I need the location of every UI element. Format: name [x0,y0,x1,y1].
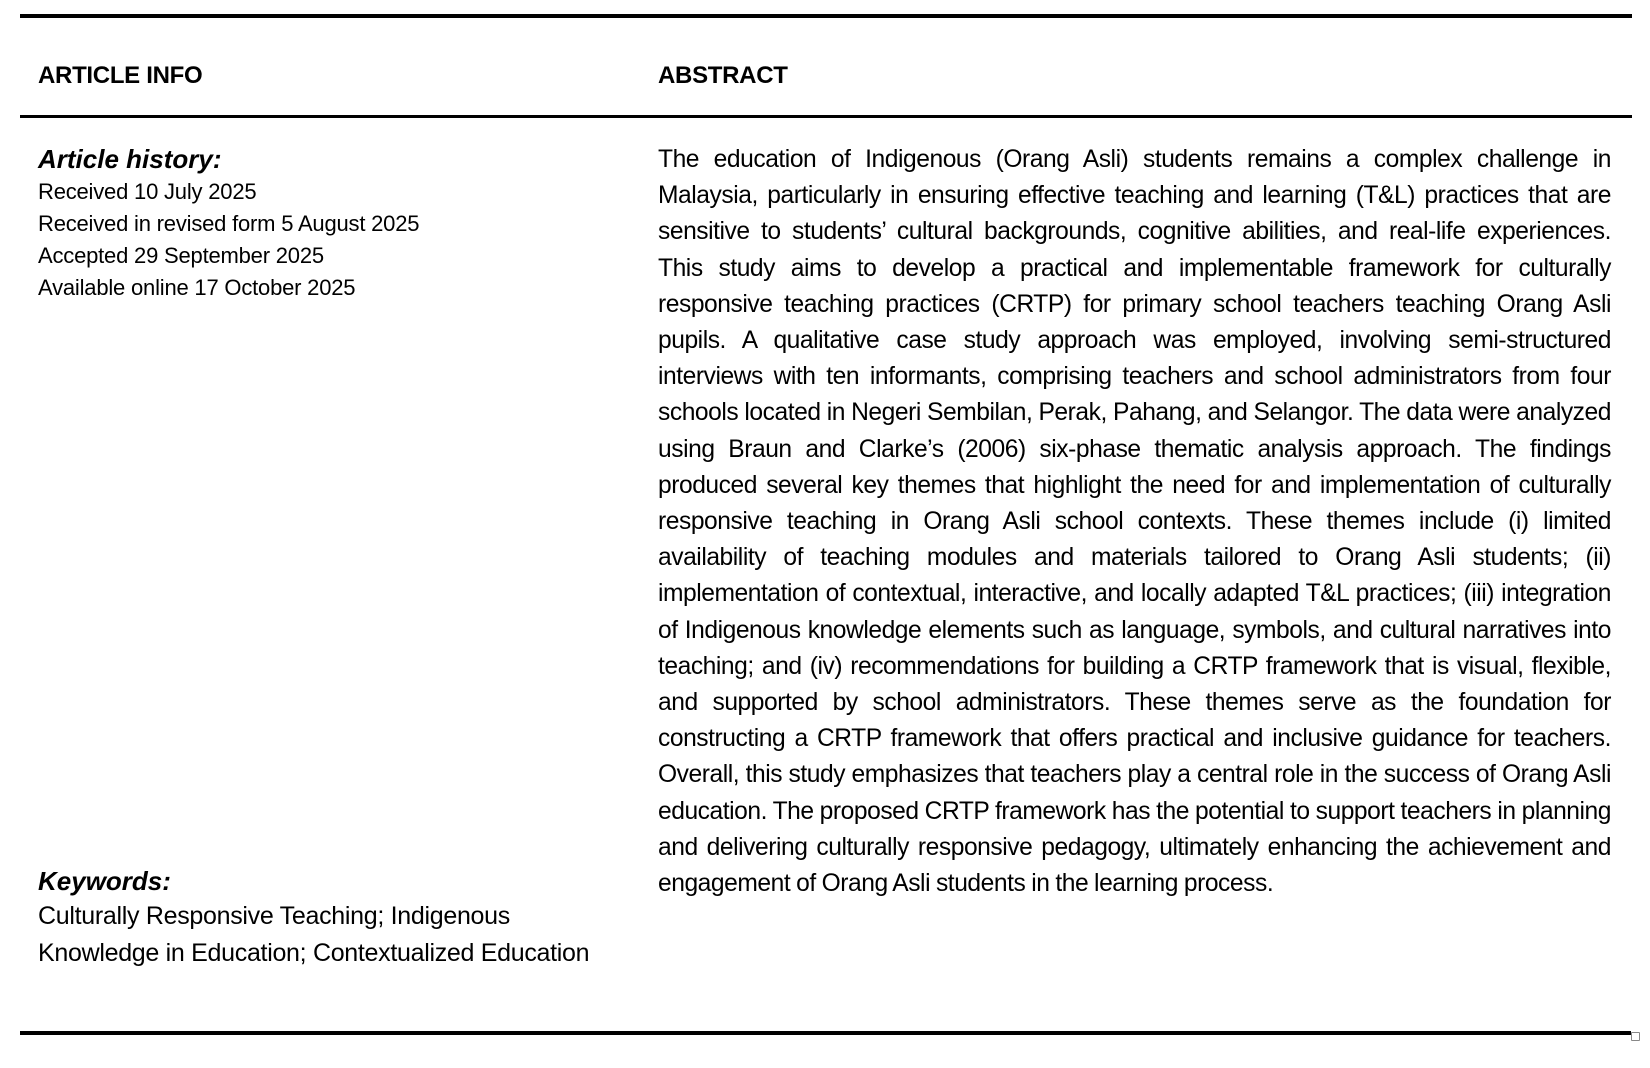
history-online: Available online 17 October 2025 [38,275,356,300]
keywords-text: Culturally Responsive Teaching; Indigenous Knowledge in Education; Contextualized Education [38,902,590,967]
article-history-title: Article history: [38,144,222,174]
keywords-title: Keywords: [38,866,171,896]
history-accepted: Accepted 29 September 2025 [38,243,324,268]
history-revised: Received in revised form 5 August 2025 [38,211,420,236]
bottom-rule [20,1031,1631,1035]
abstract-text: The education of Indigenous (Orang Asli) students remains a complex challenge in Malaysia, particularly in ensuring effective teaching and learning (T&L) practices that are sensitive to students’ cultural backgrounds, cognitive abilities, and real-life experiences. This study aims to develop a practical and implementable framework for culturally responsive teaching practices (CRTP) for primary school teachers teaching Orang Asli pupils. A qualitative case study approach was employed, involving semi-structured interviews with ten informants, comprising teachers and school administrators from four schools located in Negeri Sembilan, Perak, Pahang, and Selangor. The data were analyzed using Braun and Clarke’s (2006) six-phase thematic analysis approach. The findings produced several key themes that highlight the need for and implementation of culturally responsive teaching in Orang Asli school contexts. These themes include (i) limited availability of teaching modules and materials tailored to Orang Asli students; (ii) implementation of contextual, interactive, and locally adapted T&L practices; (iii) integration of Indigenous knowledge elements such as language, symbols, and cultural narratives into teaching; and (iv) recommendations for building a CRTP framework that is visual, flexible, and supported by school administrators. These themes serve as the foundation for constructing a CRTP framework that offers practical and inclusive guidance for teachers. Overall, this study emphasizes that teachers play a central role in the success of Orang Asli education. The proposed CRTP framework has the potential to support teachers in planning and delivering culturally responsive pedagogy, ultimately enhancing the achievement and engagement of Orang Asli students in the learning process. [658,146,1611,898]
abstract-heading: ABSTRACT [658,62,788,89]
article-info-heading: ARTICLE INFO [38,62,203,89]
keywords-section [38,864,598,972]
resize-handle-icon[interactable] [1631,1032,1640,1041]
history-received: Received 10 July 2025 [38,179,257,204]
article-history-section [38,142,598,304]
top-rule [20,14,1632,18]
header-rule [20,115,1632,118]
